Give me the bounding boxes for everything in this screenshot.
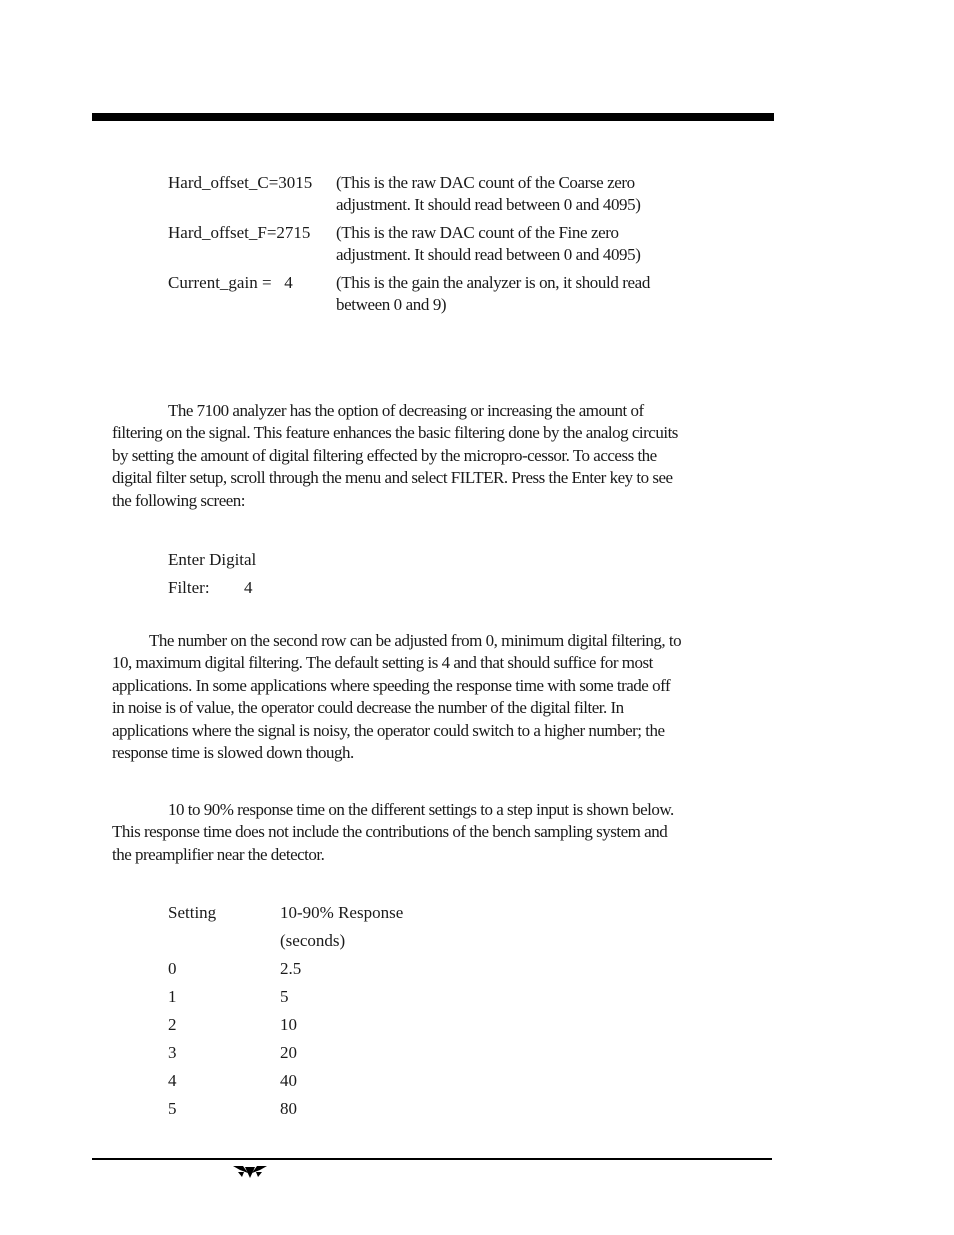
table-header-row [168, 927, 403, 955]
param-description: (This is the raw DAC count of the Coarse zero adjustment. It should read between 0 and 4095) [336, 173, 641, 214]
filter-intro-paragraph: The 7100 analyzer has the option of decreasing or increasing the amount of filtering on the signal. This feature enhances the basic filtering done by the analog circuits by setting the amount of digital filtering effected by the micropro-cessor. To access the digital filter setup, scroll through the menu and select FILTER. Press the Enter key to see the following screen: [112, 401, 678, 510]
setting-cell: 4 [168, 1071, 177, 1090]
setting-cell: 5 [168, 1099, 177, 1118]
param-name: Hard_offset_C=3015 [168, 173, 313, 192]
setting-header: Setting [168, 903, 217, 922]
screen-line-2 [168, 574, 256, 602]
table-row [168, 1067, 403, 1095]
response-time-table [168, 899, 403, 1123]
setting-cell: 2 [168, 1015, 177, 1034]
response-cell: 20 [280, 1043, 297, 1062]
param-name: Hard_offset_F=2715 [168, 223, 311, 242]
table-row [168, 1095, 403, 1123]
teledyne-logo-icon [232, 1163, 268, 1179]
param-row [168, 272, 688, 316]
filter-screen-display [168, 546, 256, 602]
response-cell: 5 [280, 987, 289, 1006]
table-row [168, 955, 403, 983]
param-description: (This is the raw DAC count of the Fine zero adjustment. It should read between 0 and 4095) [336, 223, 641, 264]
response-cell: 40 [280, 1071, 297, 1090]
footer-rule [92, 1158, 772, 1160]
response-cell: 2.5 [280, 959, 302, 978]
header-rule [92, 113, 774, 121]
setting-cell: 3 [168, 1043, 177, 1062]
table-row [168, 983, 403, 1011]
table-row [168, 1039, 403, 1067]
param-description: (This is the gain the analyzer is on, it should read between 0 and 9) [336, 273, 650, 314]
table-header-row [168, 899, 403, 927]
response-cell: 10 [280, 1015, 297, 1034]
param-row [168, 172, 688, 216]
screen-line-1: Enter Digital [168, 550, 257, 569]
setting-cell: 0 [168, 959, 177, 978]
filter-value: 4 [244, 578, 253, 597]
setting-cell: 1 [168, 987, 177, 1006]
filter-label: Filter: [168, 578, 210, 597]
filter-adjust-paragraph: The number on the second row can be adjusted from 0, minimum digital filtering, to 10, maximum digital filtering. The default setting is 4 and that should suffice for most applications. In some applications where speeding the response time with some trade off in noise is of value, the operator could decrease the number of the digital filter. In applications where the signal is noisy, the operator could switch to a higher number; the response time is slowed down though. [112, 631, 682, 763]
table-row [168, 1011, 403, 1039]
param-row [168, 222, 688, 266]
response-header: 10-90% Response [280, 903, 404, 922]
param-name: Current_gain = 4 [168, 273, 293, 292]
parameter-list [168, 172, 688, 322]
response-cell: 80 [280, 1099, 297, 1118]
response-intro-paragraph: 10 to 90% response time on the different settings to a step input is shown below. This response time does not include the contributions of the bench sampling system and the preamplifier near the detector. [112, 800, 674, 864]
response-units: (seconds) [280, 931, 346, 950]
